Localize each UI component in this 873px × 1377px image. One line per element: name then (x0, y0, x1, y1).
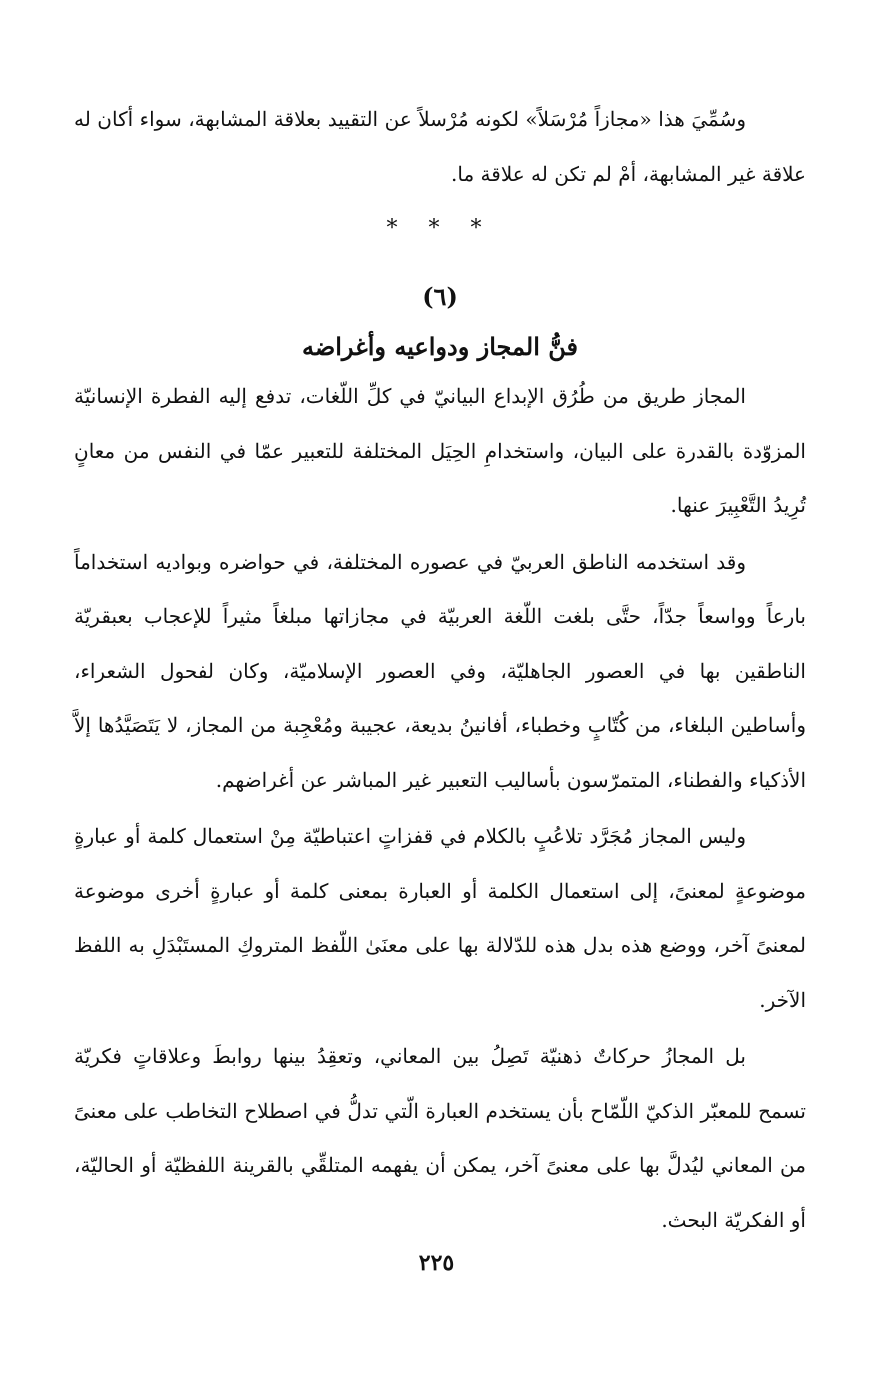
intro-paragraph: وسُمِّيَ هذا «مجازاً مُرْسَلاً» لكونه مُرْسلاً عن التقييد بعلاقة المشابهة، سواء أكان له علاقة غير المشابهة، أمْ لم تكن له علاقة ما. (74, 107, 806, 186)
paragraph-1: المجاز طريق من طُرُق الإبداع البيانيّ في كلِّ اللّغات، تدفع إليه الفطرة الإنسانيّة المزوّدة بالقدرة على البيان، واستخدامِ الحِيَل المختلفة للتعبير عمّا في النفس من معانٍ تُرِيدُ التَّعْبِيرَ عنها. (74, 384, 806, 517)
section-separator: * * * (386, 216, 494, 241)
page-number: ٢٢٥ (418, 1250, 455, 1276)
paragraph-4: بل المجازُ حركاتٌ ذهنيّة تَصِلُ بين المعاني، وتعقِدُ بينها روابطَ وعلاقاتٍ فكريّة تسمح للمعبّر الذكيّ اللّمّاح بأن يستخدم العبارة الّتي تدلُّ في اصطلاح التخاطب على معنىً من المعاني ليُدلَّ بها على معنىً آخر، يمكن أن يفهمه المتلقِّي بالقرينة اللفظيّة أو الحاليّة، أو الفكريّة البحث. (74, 1044, 806, 1232)
section-title: فنُّ المجاز ودواعيه وأغراضه (302, 332, 578, 361)
page-body (74, 92, 806, 1247)
paragraph-3: وليس المجاز مُجَرَّد تلاعُبٍ بالكلام في قفزاتٍ اعتباطيّة مِنْ استعمال كلمة أو عبارةٍ موضوعةٍ لمعنىً، إلى استعمال الكلمة أو العبارة بمعنى كلمة أو عبارةٍ أخرى موضوعة لمعنىً آخر، ووضع هذه بدل هذه للدّلالة بها على معنَىٰ اللّفظ المتروكِ المستَبْدَلِ به اللفظ الآخر. (74, 824, 806, 1012)
section-number: (٦) (422, 282, 458, 311)
paragraph-2: وقد استخدمه الناطق العربيّ في عصوره المختلفة، في حواضره وبواديه استخداماً بارعاً وواسعاً جدّاً، حتَّى بلغت اللّغة العربيّة في مجازاتها مبلغاً مثيراً للإعجاب بعبقريّة الناطقين بها في العصور الجاهليّة، وفي العصور الإسلاميّة، وكان لفحول الشعراء، وأساطين البلغاء، من كُتّابٍ وخطباء، أفانينُ بديعة، عجيبة ومُعْجِبة من المجاز، لا يَتَصَيَّدُها إلاَّ الأذكياء والفطناء، المتمرّسون بأساليب التعبير غير المباشر عن أغراضهم. (74, 549, 806, 792)
